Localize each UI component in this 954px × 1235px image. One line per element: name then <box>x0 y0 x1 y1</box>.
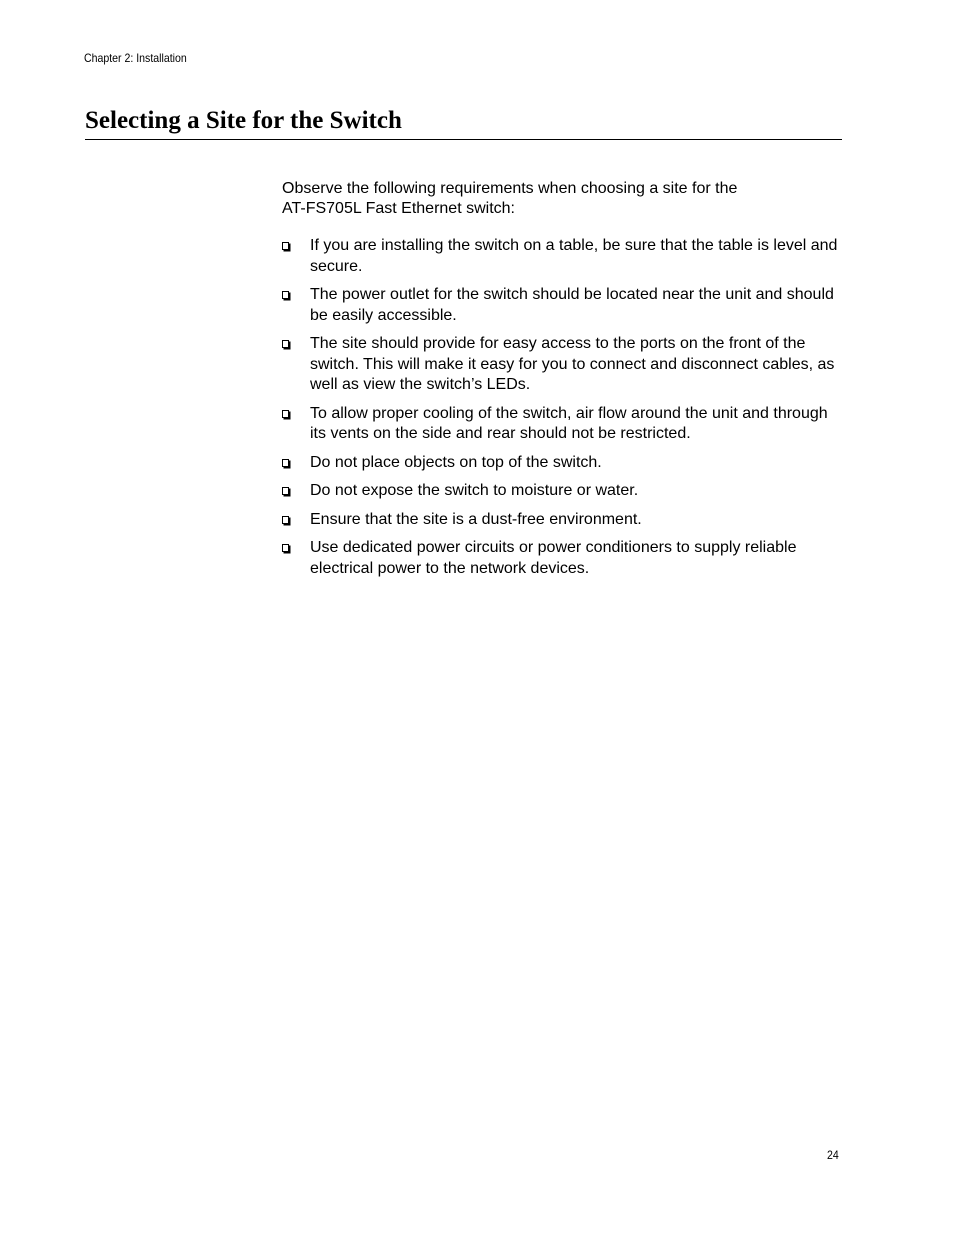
page-number: 24 <box>827 1148 839 1162</box>
hollow-square-bullet-icon <box>282 516 289 524</box>
list-item <box>282 334 842 396</box>
hollow-square-bullet-icon <box>282 340 289 348</box>
hollow-square-bullet-icon <box>282 459 289 467</box>
hollow-square-bullet-icon <box>282 544 289 552</box>
requirements-list <box>282 236 842 587</box>
list-item <box>282 236 842 277</box>
list-item <box>282 285 842 326</box>
list-item-text: Use dedicated power circuits or power conditioners to supply reliable electrical power to the network devices. <box>310 539 797 577</box>
section-title: Selecting a Site for the Switch <box>85 107 402 134</box>
list-item-text: Do not place objects on top of the switch. <box>310 453 602 471</box>
list-item-text: If you are installing the switch on a table, be sure that the table is level and secure. <box>310 237 838 275</box>
intro-paragraph <box>282 179 842 219</box>
running-header: Chapter 2: Installation <box>84 51 187 65</box>
title-rule <box>85 139 842 140</box>
list-item-text: To allow proper cooling of the switch, air flow around the unit and through its vents on the side and rear should not be restricted. <box>310 404 828 442</box>
list-item-text: Do not expose the switch to moisture or water. <box>310 482 639 499</box>
intro-line: AT-FS705L Fast Ethernet switch: <box>282 200 515 217</box>
intro-line: Observe the following requirements when choosing a site for the <box>282 180 738 197</box>
hollow-square-bullet-icon <box>282 291 289 299</box>
list-item <box>282 481 842 502</box>
list-item-text: Ensure that the site is a dust-free environment. <box>310 510 642 528</box>
list-item-text: The site should provide for easy access to the ports on the front of the switch. This will make it easy for you to connect and disconnect cables, as well as view the switch’s LEDs. <box>310 335 835 393</box>
list-item-text: The power outlet for the switch should be located near the unit and should be easily accessible. <box>310 286 834 324</box>
list-item <box>282 404 842 445</box>
hollow-square-bullet-icon <box>282 487 289 495</box>
list-item <box>282 510 842 531</box>
list-item <box>282 453 842 474</box>
hollow-square-bullet-icon <box>282 410 289 418</box>
hollow-square-bullet-icon <box>282 242 289 250</box>
list-item <box>282 538 842 579</box>
